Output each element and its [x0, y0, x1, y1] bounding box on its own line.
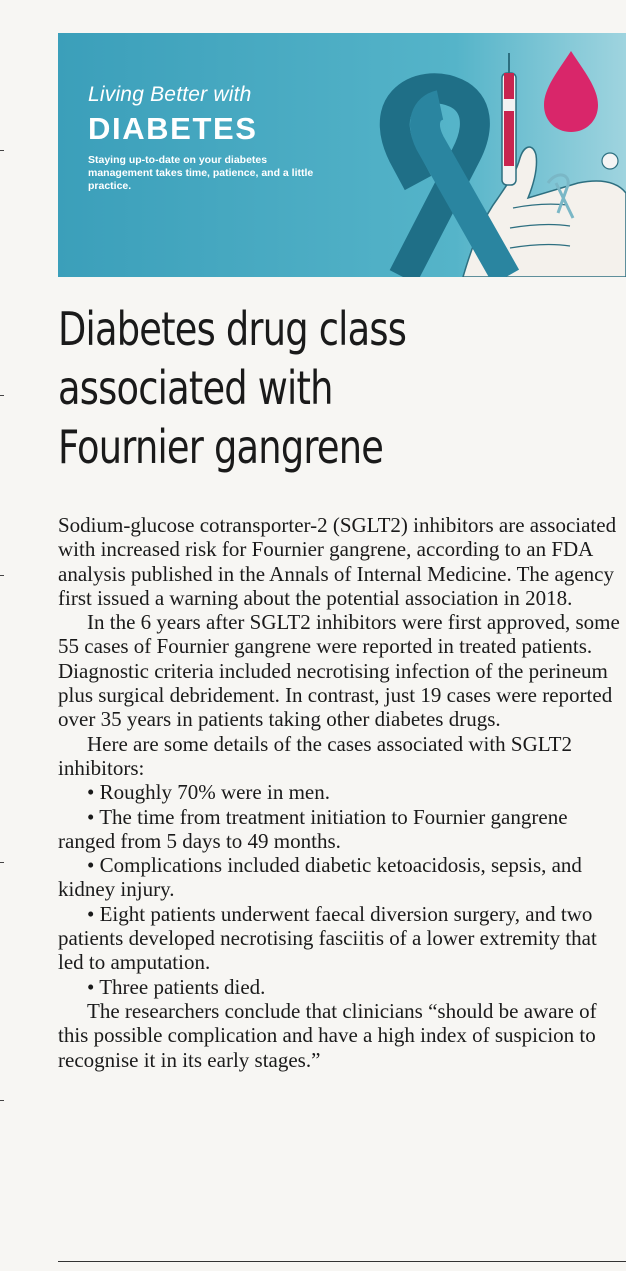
article-body [58, 513, 624, 1072]
bullet-symbol: • [87, 974, 95, 999]
headline-line: Diabetes drug class [58, 302, 407, 356]
paragraph-intro: Sodium-glucose cotransporter-2 (SGLT2) inhibitors are associated with increased risk for Fournier gangrene, according to an FDA analysis published in the Annals of Internal Medicine. The agency first issued a warning about the potential association in 2018. [58, 513, 617, 610]
list-item-text: Complications included diabetic ketoacidosis, sepsis, and kidney injury. [58, 853, 582, 902]
case-details-list [58, 780, 624, 999]
section-banner [58, 33, 626, 277]
bullet-symbol: • [87, 853, 95, 878]
list-item-text: Roughly 70% were in men. [99, 780, 330, 805]
list-item-text: Eight patients underwent faecal diversion surgery, and two patients developed necrotising fasciitis of a lower extremity that led to amputation. [58, 901, 597, 975]
banner-tagline: Staying up-to-date on your diabetes management takes time, patience, and a little practice. [88, 154, 314, 192]
bullet-symbol: • [87, 901, 95, 926]
banner-series-title: Living Better with [88, 83, 252, 106]
banner-title: DIABETES [88, 111, 258, 146]
bullet-symbol: • [87, 780, 95, 805]
list-item [58, 780, 624, 804]
paragraph-cases: In the 6 years after SGLT2 inhibitors were first approved, some 55 cases of Fournier gangrene were reported in treated patients. Diagnostic criteria included necrotising infection of the perineum plus surgical debridement. In contrast, just 19 cases were reported over 35 years in patients taking other diabetes drugs. [58, 610, 620, 732]
list-item [58, 853, 624, 902]
paragraph-details: Here are some details of the cases associated with SGLT2 inhibitors: [58, 731, 572, 780]
paragraph-conclusion: The researchers conclude that clinicians “should be aware of this possible complication and have a high index of suspicion to recognise it in its early stages.” [58, 998, 597, 1072]
headline-line: Fournier gangrene [58, 420, 384, 474]
bottom-divider [58, 1261, 626, 1262]
article-headline [58, 300, 618, 477]
list-item [58, 805, 624, 854]
bullet-symbol: • [87, 804, 95, 829]
headline-line: associated with [58, 361, 333, 415]
list-item-text: The time from treatment initiation to Fournier gangrene ranged from 5 days to 49 months. [58, 804, 568, 853]
list-item [58, 975, 624, 999]
list-item [58, 902, 624, 975]
list-item-text: Three patients died. [99, 974, 266, 999]
